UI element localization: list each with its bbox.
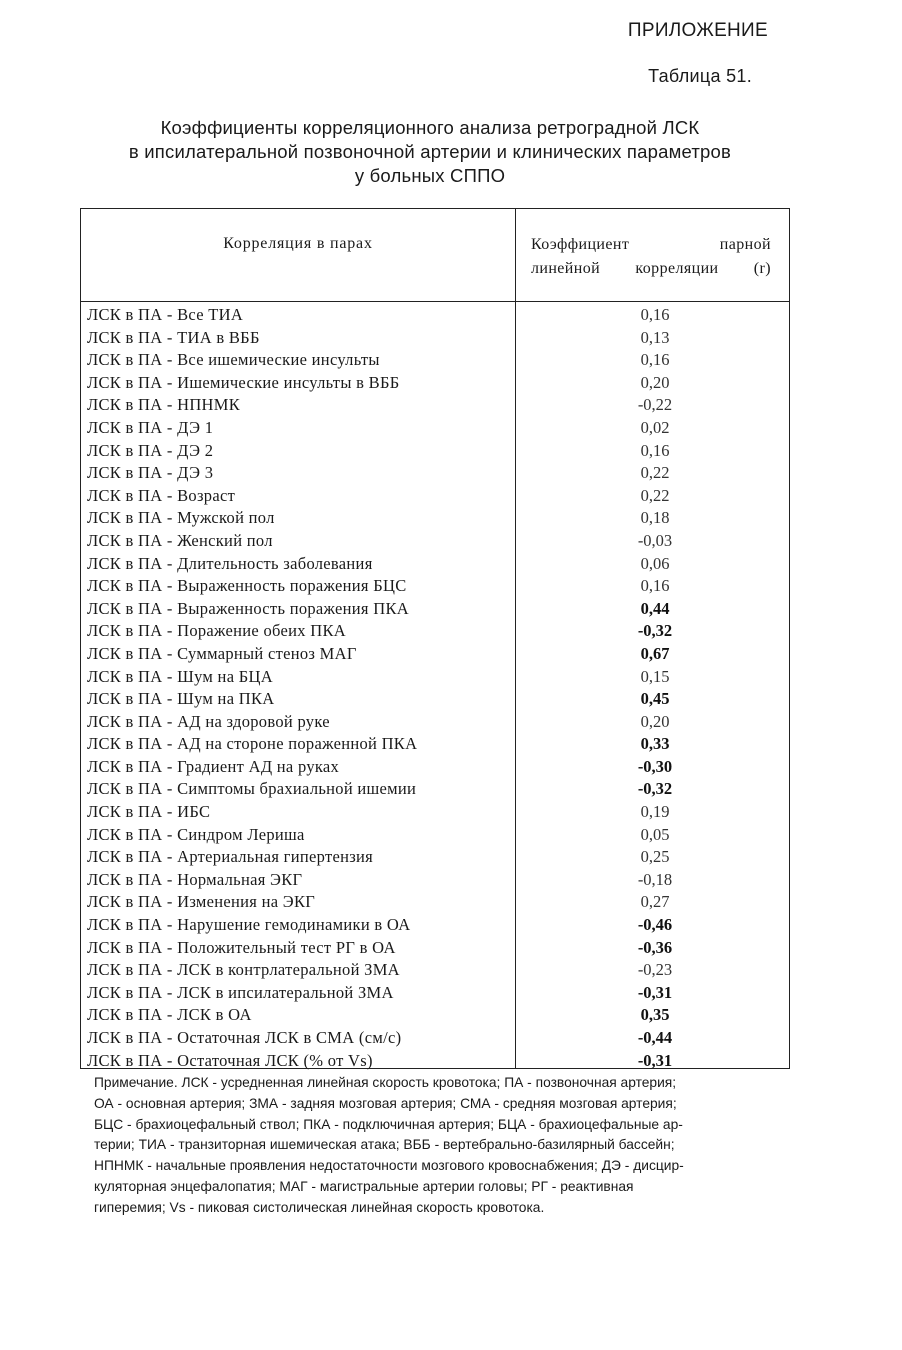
footnote-line: гиперемия; Vs - пиковая систолическая линейная скорость кровотока. — [94, 1199, 545, 1215]
table-row — [81, 733, 789, 756]
row-value: -0,44 — [637, 1028, 673, 1047]
table-row — [81, 553, 789, 576]
row-value: 0,13 — [640, 327, 670, 347]
correlation-table — [80, 208, 790, 1069]
row-label: ЛСК в ПА - Все ТИА — [87, 305, 244, 324]
table-row — [81, 620, 789, 643]
table-row — [81, 914, 789, 937]
table-row — [81, 1004, 789, 1027]
table-row — [81, 417, 789, 440]
footnote-line: БЦС - брахиоцефальный ствол; ПКА - подключичная артерия; БЦА - брахиоцефальные ар- — [94, 1116, 683, 1132]
row-value: 0,44 — [640, 598, 670, 618]
row-label: ЛСК в ПА - Остаточная ЛСК в СМА (см/с) — [87, 1028, 402, 1047]
row-label: ЛСК в ПА - ДЭ 3 — [87, 463, 214, 483]
footnote-line: НПНМК - начальные проявления недостаточности мозгового кровоснабжения; ДЭ - дисцир- — [94, 1158, 684, 1174]
row-label: ЛСК в ПА - Выраженность поражения БЦС — [87, 576, 407, 596]
header-line: Коэффициент парной — [531, 236, 771, 253]
table-number: Таблица 51. — [648, 66, 752, 86]
table-body — [81, 304, 789, 1072]
column-header-pairs: Корреляция в парах — [223, 235, 373, 252]
title-line: в ипсилатеральной позвоночной артерии и клинических параметров — [128, 141, 732, 162]
table-row — [81, 575, 789, 598]
row-label: ЛСК в ПА - Длительность заболевания — [87, 553, 373, 573]
row-value: 0,22 — [640, 463, 670, 483]
table-row — [81, 598, 789, 621]
row-label: ЛСК в ПА - Артериальная гипертензия — [87, 847, 374, 867]
row-label: ЛСК в ПА - Мужской пол — [87, 508, 275, 528]
table-row — [81, 1027, 789, 1050]
row-value: -0,31 — [637, 982, 673, 1002]
row-value: 0,22 — [640, 485, 670, 505]
row-value: -0,23 — [637, 960, 673, 980]
row-value: 0,33 — [640, 734, 670, 754]
row-label: ЛСК в ПА - Шум на ПКА — [87, 689, 275, 709]
row-label: ЛСК в ПА - Возраст — [87, 485, 236, 505]
footnote-line: терии; ТИА - транзиторная ишемическая атака; ВББ - вертебрально-базилярный бассейн; — [94, 1137, 675, 1153]
row-label: ЛСК в ПА - Все ишемические инсульты — [87, 350, 380, 370]
table-row — [81, 349, 789, 372]
row-label: ЛСК в ПА - ЛСК в ОА — [87, 1005, 252, 1025]
table-row — [81, 485, 789, 508]
table-row — [81, 778, 789, 801]
row-value: 0,05 — [640, 824, 670, 844]
row-label: ЛСК в ПА - ИБС — [87, 802, 211, 822]
row-label: ЛСК в ПА - Градиент АД на руках — [87, 756, 340, 776]
row-label: ЛСК в ПА - ДЭ 2 — [87, 440, 214, 460]
row-value: 0,15 — [640, 666, 670, 686]
table-row — [81, 440, 789, 463]
table-row — [81, 824, 789, 847]
table-row — [81, 1050, 789, 1073]
header-line: линейной корреляции (r) — [531, 260, 771, 277]
appendix-heading: ПРИЛОЖЕНИЕ — [627, 20, 768, 41]
row-value: -0,32 — [637, 779, 673, 799]
row-label: ЛСК в ПА - НПНМК — [87, 395, 241, 415]
row-value: -0,32 — [637, 621, 673, 641]
table-row — [81, 394, 789, 417]
table-row — [81, 507, 789, 530]
row-value: 0,20 — [640, 372, 670, 392]
table-row — [81, 462, 789, 485]
table-row — [81, 304, 789, 327]
table-row — [81, 846, 789, 869]
row-label: ЛСК в ПА - Изменения на ЭКГ — [87, 892, 316, 912]
row-label: ЛСК в ПА - Суммарный стеноз МАГ — [87, 643, 357, 663]
table-row — [81, 711, 789, 734]
table-row — [81, 869, 789, 892]
row-value: 0,45 — [640, 689, 670, 709]
row-value: -0,18 — [637, 869, 673, 889]
table-row — [81, 327, 789, 350]
row-value: 0,16 — [640, 350, 670, 370]
row-label: ЛСК в ПА - Нарушение гемодинамики в ОА — [87, 915, 411, 935]
table-row — [81, 372, 789, 395]
table-row — [81, 982, 789, 1005]
table-row — [81, 530, 789, 553]
footnote-line: куляторная энцефалопатия; МАГ - магистральные артерии головы; РГ - реактивная — [94, 1178, 634, 1194]
table-row — [81, 891, 789, 914]
row-value: 0,16 — [640, 305, 670, 324]
title-line: Коэффициенты корреляционного анализа ретроградной ЛСК — [160, 117, 700, 138]
row-value: 0,25 — [640, 847, 670, 867]
row-label: ЛСК в ПА - Нормальная ЭКГ — [87, 869, 303, 889]
table-row — [81, 666, 789, 689]
row-value: 0,67 — [640, 643, 670, 663]
row-value: 0,16 — [640, 440, 670, 460]
row-label: ЛСК в ПА - АД на стороне пораженной ПКА — [87, 734, 418, 754]
table-row — [81, 801, 789, 824]
row-label: ЛСК в ПА - Остаточная ЛСК (% от Vs) — [87, 1050, 373, 1070]
row-label: ЛСК в ПА - Симптомы брахиальной ишемии — [87, 779, 417, 799]
row-label: ЛСК в ПА - Положительный тест РГ в ОА — [87, 937, 396, 957]
row-label: ЛСК в ПА - Выраженность поражения ПКА — [87, 598, 409, 618]
row-label: ЛСК в ПА - ЛСК в ипсилатеральной ЗМА — [87, 982, 394, 1002]
row-value: 0,20 — [640, 711, 670, 731]
table-row — [81, 959, 789, 982]
row-value: 0,18 — [640, 508, 670, 528]
row-label: ЛСК в ПА - АД на здоровой руке — [87, 711, 330, 731]
row-value: -0,46 — [637, 915, 673, 935]
row-label: ЛСК в ПА - ЛСК в контрлатеральной ЗМА — [87, 960, 400, 980]
row-label: ЛСК в ПА - Женский пол — [87, 530, 273, 550]
title-line: у больных СППО — [354, 165, 506, 186]
table-row — [81, 688, 789, 711]
row-label: ЛСК в ПА - Шум на БЦА — [87, 666, 273, 686]
row-value: -0,31 — [637, 1050, 673, 1070]
row-label: ЛСК в ПА - Ишемические инсульты в ВББ — [87, 372, 400, 392]
row-label: ЛСК в ПА - ТИА в ВББ — [87, 327, 260, 347]
footnote-line: Примечание. ЛСК - усредненная линейная скорость кровотока; ПА - позвоночная артерия; — [94, 1075, 677, 1090]
row-value: 0,06 — [640, 553, 670, 573]
row-value: -0,30 — [637, 756, 673, 776]
row-value: -0,36 — [637, 937, 673, 957]
table-row — [81, 937, 789, 960]
row-label: ЛСК в ПА - ДЭ 1 — [87, 417, 214, 437]
row-label: ЛСК в ПА - Поражение обеих ПКА — [87, 621, 346, 641]
row-value: 0,02 — [640, 417, 670, 437]
table-row — [81, 643, 789, 666]
row-value: -0,22 — [637, 395, 673, 415]
row-value: 0,16 — [640, 576, 670, 596]
row-value: 0,19 — [640, 802, 670, 822]
table-row — [81, 756, 789, 779]
footnote — [94, 1073, 829, 1219]
table-title — [60, 116, 800, 188]
row-value: -0,03 — [637, 530, 673, 550]
row-value: 0,35 — [640, 1005, 670, 1025]
header-divider — [81, 301, 789, 302]
footnote-line: ОА - основная артерия; ЗМА - задняя мозговая артерия; СМА - средняя мозговая артерия; — [94, 1095, 677, 1111]
row-value: 0,27 — [640, 892, 670, 912]
row-label: ЛСК в ПА - Синдром Лериша — [87, 824, 305, 844]
column-header-coefficient — [531, 233, 771, 281]
